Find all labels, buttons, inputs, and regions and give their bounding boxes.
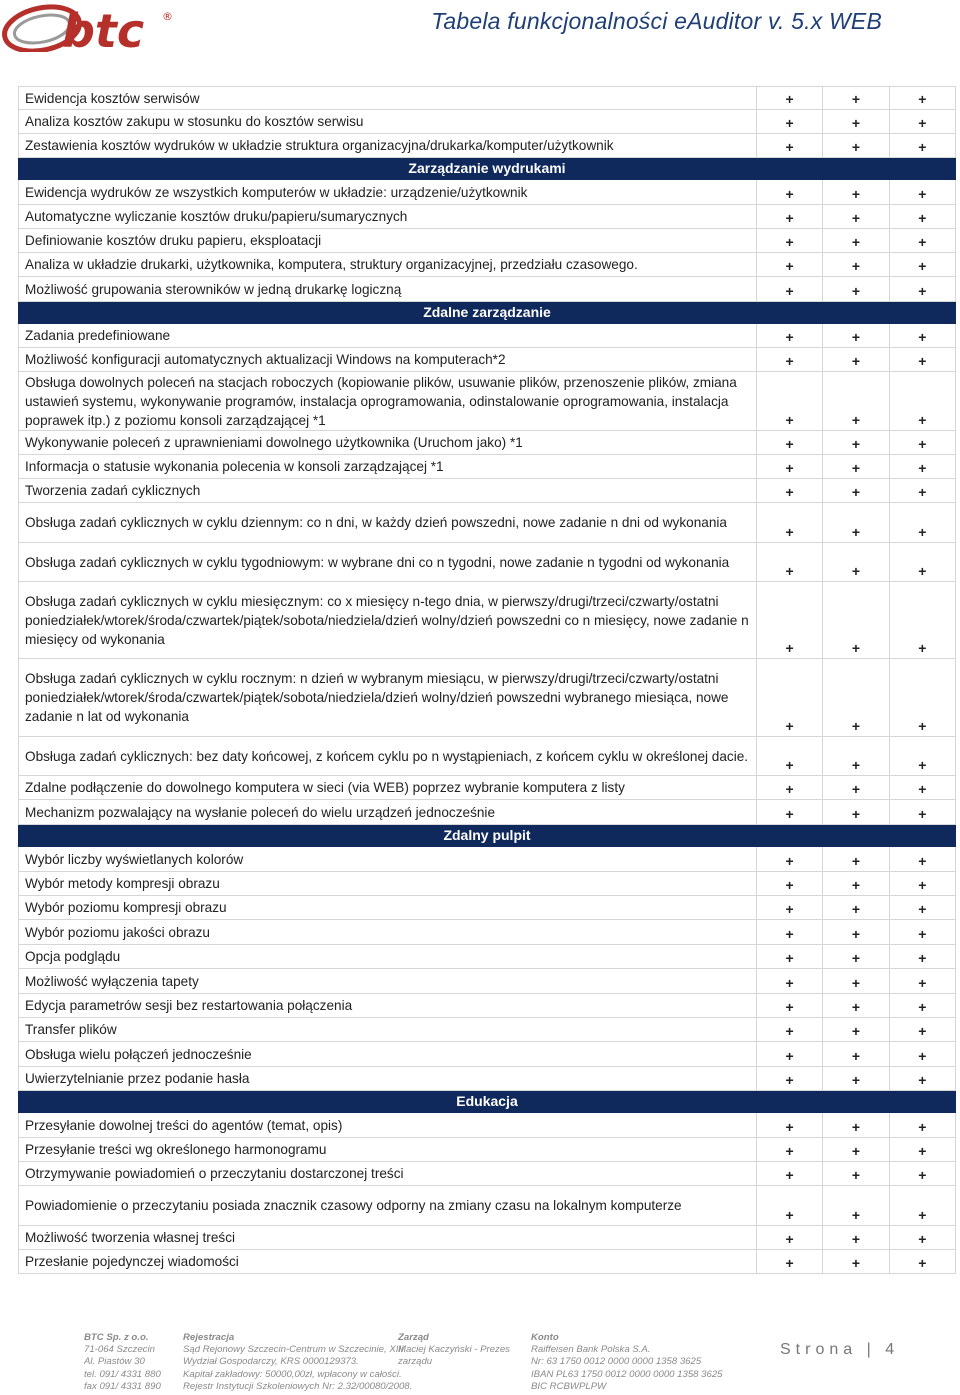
footer-line: Wydział Gospodarczy, KRS 0000129373. xyxy=(183,1356,359,1368)
feature-description: Zdalne podłączenie do dowolnego komputera w sieci (via WEB) poprzez wybranie komputera z listy xyxy=(19,776,757,800)
support-mark-3: + xyxy=(889,847,955,872)
page-word: Strona xyxy=(780,1341,858,1358)
support-mark-1: + xyxy=(756,1186,822,1226)
support-mark-1: + xyxy=(756,205,822,229)
footer-company xyxy=(84,1332,161,1393)
section-header-row xyxy=(19,158,956,180)
support-mark-1: + xyxy=(756,659,822,737)
support-mark-3: + xyxy=(889,659,955,737)
feature-description: Możliwość konfiguracji automatycznych aktualizacji Windows na komputerach*2 xyxy=(19,348,757,372)
support-mark-1: + xyxy=(756,582,822,659)
support-mark-3: + xyxy=(889,994,955,1018)
btc-logo xyxy=(2,2,177,52)
support-mark-3: + xyxy=(889,920,955,945)
support-mark-1: + xyxy=(756,969,822,994)
support-mark-2: + xyxy=(823,1067,889,1091)
support-mark-1: + xyxy=(756,372,822,431)
feature-description: Zestawienia kosztów wydruków w układzie struktura organizacyjna/drukarka/komputer/użytkownik xyxy=(19,134,757,158)
feature-description: Obsługa zadań cyklicznych w cyklu miesięcznym: co x miesięcy n-tego dnia, w pierwszy/drugi/trzeci/czwarty/ostatni poniedziałek/wtorek/środa/czwartek/piątek/sobota/niedziela/dzień wolny/dzień powszedni co n miesięcy, nowe zadanie n miesięcy od wykonania xyxy=(19,582,757,659)
support-mark-2: + xyxy=(823,776,889,800)
support-mark-3: + xyxy=(889,277,955,302)
section-header-row xyxy=(19,302,956,324)
table-row xyxy=(19,431,956,455)
feature-description: Możliwość wyłączenia tapety xyxy=(19,969,757,994)
support-mark-2: + xyxy=(823,229,889,253)
footer-line: Raiffeisen Bank Polska S.A. xyxy=(531,1344,651,1356)
footer-account xyxy=(531,1332,723,1393)
support-mark-3: + xyxy=(889,945,955,969)
footer-registration xyxy=(183,1332,412,1393)
support-mark-2: + xyxy=(823,945,889,969)
support-mark-3: + xyxy=(889,1186,955,1226)
table-row xyxy=(19,896,956,920)
section-title: Zarządzanie wydrukami xyxy=(19,158,956,180)
footer-heading: Rejestracja xyxy=(183,1332,235,1343)
registered-mark: ® xyxy=(162,10,173,23)
support-mark-2: + xyxy=(823,800,889,825)
feature-description: Obsługa zadań cyklicznych w cyklu rocznym: n dzień w wybranym miesiącu, w pierwszy/drugi/trzeci/czwarty/ostatni poniedziałek/wtorek/środa/czwartek/piątek/sobota/niedziela/dzień wolny/dzień powszedni wybranego miesiąca, nowe zadanie n lat od wykonania xyxy=(19,659,757,737)
feature-description: Otrzymywanie powiadomień o przeczytaniu dostarczonej treści xyxy=(19,1162,757,1186)
table-row xyxy=(19,800,956,825)
table-row xyxy=(19,372,956,431)
support-mark-1: + xyxy=(756,543,822,582)
footer-line: BIC RCBWPLPW xyxy=(531,1380,607,1392)
support-mark-3: + xyxy=(889,253,955,277)
page-footer xyxy=(0,1328,960,1395)
table-row xyxy=(19,969,956,994)
table-row xyxy=(19,479,956,503)
support-mark-3: + xyxy=(889,737,955,776)
table-row xyxy=(19,229,956,253)
support-mark-1: + xyxy=(756,800,822,825)
feature-description: Obsługa wielu połączeń jednocześnie xyxy=(19,1042,757,1067)
feature-description: Przesyłanie treści wg określonego harmonogramu xyxy=(19,1138,757,1162)
page-number: 4 xyxy=(885,1341,900,1358)
footer-line: tel. 091/ 4331 880 xyxy=(84,1368,161,1380)
feature-description: Opcja podglądu xyxy=(19,945,757,969)
support-mark-3: + xyxy=(889,372,955,431)
footer-line: Al. Piastów 30 xyxy=(84,1356,145,1368)
footer-line: Nr: 63 1750 0012 0000 0000 1358 3625 xyxy=(531,1356,702,1368)
feature-description: Powiadomienie o przeczytaniu posiada znacznik czasowy odporny na zmiany czasu na lokalnym komputerze xyxy=(19,1186,757,1226)
support-mark-3: + xyxy=(889,134,955,158)
section-title: Edukacja xyxy=(19,1091,956,1113)
table-row xyxy=(19,737,956,776)
support-mark-2: + xyxy=(823,205,889,229)
table-row xyxy=(19,180,956,205)
page-number-label xyxy=(780,1341,900,1358)
support-mark-1: + xyxy=(756,277,822,302)
support-mark-2: + xyxy=(823,582,889,659)
support-mark-3: + xyxy=(889,896,955,920)
feature-description: Analiza w układzie drukarki, użytkownika, komputera, struktury organizacyjnej, przedziału czasowego. xyxy=(19,253,757,277)
table-body xyxy=(19,87,956,1274)
feature-description: Wykonywanie poleceń z uprawnieniami dowolnego użytkownika (Uruchom jako) *1 xyxy=(19,431,757,455)
table-row xyxy=(19,324,956,348)
feature-description: Wybór poziomu jakości obrazu xyxy=(19,920,757,945)
support-mark-1: + xyxy=(756,776,822,800)
support-mark-2: + xyxy=(823,1113,889,1138)
support-mark-2: + xyxy=(823,348,889,372)
table-row xyxy=(19,847,956,872)
support-mark-2: + xyxy=(823,737,889,776)
section-header-row xyxy=(19,825,956,847)
support-mark-1: + xyxy=(756,737,822,776)
feature-description: Ewidencja wydruków ze wszystkich komputerów w układzie: urządzenie/użytkownik xyxy=(19,180,757,205)
section-title: Zdalne zarządzanie xyxy=(19,302,956,324)
support-mark-2: + xyxy=(823,110,889,134)
table-row xyxy=(19,582,956,659)
support-mark-1: + xyxy=(756,87,822,110)
support-mark-2: + xyxy=(823,1138,889,1162)
support-mark-1: + xyxy=(756,1018,822,1042)
feature-description: Przesłanie pojedynczej wiadomości xyxy=(19,1250,757,1274)
footer-heading: Zarząd xyxy=(398,1332,429,1343)
support-mark-2: + xyxy=(823,180,889,205)
support-mark-3: + xyxy=(889,872,955,896)
feature-description: Wybór poziomu kompresji obrazu xyxy=(19,896,757,920)
functionality-table xyxy=(18,86,956,1274)
support-mark-1: + xyxy=(756,920,822,945)
feature-description: Możliwość grupowania sterowników w jedną drukarkę logiczną xyxy=(19,277,757,302)
table-row xyxy=(19,1250,956,1274)
support-mark-2: + xyxy=(823,1186,889,1226)
feature-description: Mechanizm pozwalający na wysłanie poleceń do wielu urządzeń jednocześnie xyxy=(19,800,757,825)
support-mark-3: + xyxy=(889,503,955,543)
support-mark-3: + xyxy=(889,110,955,134)
support-mark-3: + xyxy=(889,1113,955,1138)
support-mark-2: + xyxy=(823,431,889,455)
table-row xyxy=(19,1162,956,1186)
support-mark-1: + xyxy=(756,896,822,920)
footer-line: zarządu xyxy=(398,1356,433,1368)
table-row xyxy=(19,1138,956,1162)
feature-description: Możliwość tworzenia własnej treści xyxy=(19,1226,757,1250)
support-mark-1: + xyxy=(756,180,822,205)
support-mark-2: + xyxy=(823,87,889,110)
logo-text: btc xyxy=(62,4,145,52)
support-mark-2: + xyxy=(823,277,889,302)
support-mark-1: + xyxy=(756,1042,822,1067)
support-mark-3: + xyxy=(889,1018,955,1042)
support-mark-3: + xyxy=(889,1226,955,1250)
footer-line: Sąd Rejonowy Szczecin-Centrum w Szczecinie, XIII xyxy=(183,1344,404,1356)
table-row xyxy=(19,1067,956,1091)
table-row xyxy=(19,872,956,896)
support-mark-2: + xyxy=(823,920,889,945)
table-row xyxy=(19,503,956,543)
feature-description: Obsługa zadań cyklicznych w cyklu tygodniowym: w wybrane dni co n tygodni, nowe zadanie n tygodni od wykonania xyxy=(19,543,757,582)
support-mark-2: + xyxy=(823,872,889,896)
support-mark-2: + xyxy=(823,994,889,1018)
support-mark-1: + xyxy=(756,455,822,479)
support-mark-1: + xyxy=(756,253,822,277)
support-mark-2: + xyxy=(823,503,889,543)
page-separator: | xyxy=(866,1341,876,1358)
feature-description: Wybór metody kompresji obrazu xyxy=(19,872,757,896)
support-mark-3: + xyxy=(889,1138,955,1162)
feature-description: Ewidencja kosztów serwisów xyxy=(19,87,757,110)
support-mark-2: + xyxy=(823,543,889,582)
support-mark-3: + xyxy=(889,455,955,479)
table-row xyxy=(19,110,956,134)
support-mark-3: + xyxy=(889,479,955,503)
feature-description: Przesyłanie dowolnej treści do agentów (temat, opis) xyxy=(19,1113,757,1138)
section-header-row xyxy=(19,1091,956,1113)
support-mark-2: + xyxy=(823,659,889,737)
support-mark-1: + xyxy=(756,229,822,253)
support-mark-1: + xyxy=(756,503,822,543)
table-row xyxy=(19,87,956,110)
support-mark-3: + xyxy=(889,1162,955,1186)
feature-description: Wybór liczby wyświetlanych kolorów xyxy=(19,847,757,872)
feature-description: Obsługa dowolnych poleceń na stacjach roboczych (kopiowanie plików, usuwanie plików, przenoszenie plików, zmiana ustawień systemu, wykonywanie programów, instalacja oprogramowania, odinstalowanie oprogramowania, instalacja poprawek itp.) z poziomu konsoli zarządzającej *1 xyxy=(19,372,757,431)
feature-description: Zadania predefiniowane xyxy=(19,324,757,348)
footer-line: IBAN PL63 1750 0012 0000 0000 1358 3625 xyxy=(531,1368,723,1380)
support-mark-1: + xyxy=(756,1226,822,1250)
support-mark-2: + xyxy=(823,1226,889,1250)
feature-description: Uwierzytelnianie przez podanie hasła xyxy=(19,1067,757,1091)
support-mark-3: + xyxy=(889,324,955,348)
section-title: Zdalny pulpit xyxy=(19,825,956,847)
table-row xyxy=(19,205,956,229)
footer-line: 71-064 Szczecin xyxy=(84,1344,155,1356)
footer-board xyxy=(398,1332,510,1369)
table-row xyxy=(19,455,956,479)
support-mark-2: + xyxy=(823,1042,889,1067)
support-mark-3: + xyxy=(889,229,955,253)
support-mark-1: + xyxy=(756,1113,822,1138)
footer-heading: BTC Sp. z o.o. xyxy=(84,1332,149,1343)
table-row xyxy=(19,659,956,737)
table-row xyxy=(19,1186,956,1226)
footer-heading: Konto xyxy=(531,1332,559,1343)
feature-description: Obsługa zadań cyklicznych w cyklu dziennym: co n dni, w każdy dzień powszedni, nowe zadanie n dni od wykonania xyxy=(19,503,757,543)
support-mark-2: + xyxy=(823,847,889,872)
support-mark-3: + xyxy=(889,431,955,455)
table-row xyxy=(19,1042,956,1067)
document-title: Tabela funkcjonalności eAuditor v. 5.x WEB xyxy=(431,8,882,34)
support-mark-2: + xyxy=(823,372,889,431)
feature-description: Automatyczne wyliczanie kosztów druku/papieru/sumarycznych xyxy=(19,205,757,229)
support-mark-2: + xyxy=(823,969,889,994)
table-row xyxy=(19,348,956,372)
table-row xyxy=(19,1113,956,1138)
table-row xyxy=(19,134,956,158)
support-mark-1: + xyxy=(756,1067,822,1091)
feature-description: Edycja parametrów sesji bez restartowania połączenia xyxy=(19,994,757,1018)
feature-description: Transfer plików xyxy=(19,1018,757,1042)
support-mark-1: + xyxy=(756,110,822,134)
support-mark-1: + xyxy=(756,1250,822,1274)
feature-description: Analiza kosztów zakupu w stosunku do kosztów serwisu xyxy=(19,110,757,134)
table-row xyxy=(19,994,956,1018)
support-mark-2: + xyxy=(823,324,889,348)
support-mark-3: + xyxy=(889,348,955,372)
table-row xyxy=(19,253,956,277)
support-mark-2: + xyxy=(823,1250,889,1274)
support-mark-1: + xyxy=(756,872,822,896)
support-mark-1: + xyxy=(756,994,822,1018)
support-mark-1: + xyxy=(756,479,822,503)
support-mark-2: + xyxy=(823,134,889,158)
support-mark-3: + xyxy=(889,969,955,994)
support-mark-2: + xyxy=(823,253,889,277)
footer-line: Maciej Kaczyński - Prezes xyxy=(398,1344,510,1356)
support-mark-1: + xyxy=(756,945,822,969)
support-mark-3: + xyxy=(889,800,955,825)
footer-line: Rejestr Instytucji Szkoleniowych Nr: 2.32/00080/2008. xyxy=(183,1380,413,1392)
support-mark-1: + xyxy=(756,1162,822,1186)
support-mark-1: + xyxy=(756,134,822,158)
table-row xyxy=(19,945,956,969)
page-header xyxy=(0,0,960,60)
support-mark-2: + xyxy=(823,896,889,920)
footer-line: Kapitał zakładowy: 50000,00zł, wpłacony w całości. xyxy=(183,1368,402,1380)
support-mark-3: + xyxy=(889,543,955,582)
table-row xyxy=(19,277,956,302)
support-mark-1: + xyxy=(756,847,822,872)
footer-line: fax 091/ 4331 890 xyxy=(84,1380,161,1392)
feature-description: Informacja o statusie wykonania polecenia w konsoli zarządzającej *1 xyxy=(19,455,757,479)
feature-description: Obsługa zadań cyklicznych: bez daty końcowej, z końcem cyklu po n wystąpieniach, z końcem cyklu w określonej dacie. xyxy=(19,737,757,776)
table-row xyxy=(19,543,956,582)
support-mark-1: + xyxy=(756,324,822,348)
support-mark-3: + xyxy=(889,205,955,229)
support-mark-3: + xyxy=(889,1067,955,1091)
support-mark-3: + xyxy=(889,582,955,659)
support-mark-3: + xyxy=(889,776,955,800)
table-row xyxy=(19,1226,956,1250)
table-row xyxy=(19,1018,956,1042)
support-mark-2: + xyxy=(823,1162,889,1186)
support-mark-3: + xyxy=(889,1042,955,1067)
feature-description: Definiowanie kosztów druku papieru, eksploatacji xyxy=(19,229,757,253)
support-mark-2: + xyxy=(823,479,889,503)
support-mark-3: + xyxy=(889,1250,955,1274)
support-mark-3: + xyxy=(889,87,955,110)
support-mark-1: + xyxy=(756,348,822,372)
support-mark-2: + xyxy=(823,1018,889,1042)
feature-description: Tworzenia zadań cyklicznych xyxy=(19,479,757,503)
support-mark-2: + xyxy=(823,455,889,479)
support-mark-1: + xyxy=(756,431,822,455)
support-mark-1: + xyxy=(756,1138,822,1162)
support-mark-3: + xyxy=(889,180,955,205)
table-row xyxy=(19,776,956,800)
table-row xyxy=(19,920,956,945)
